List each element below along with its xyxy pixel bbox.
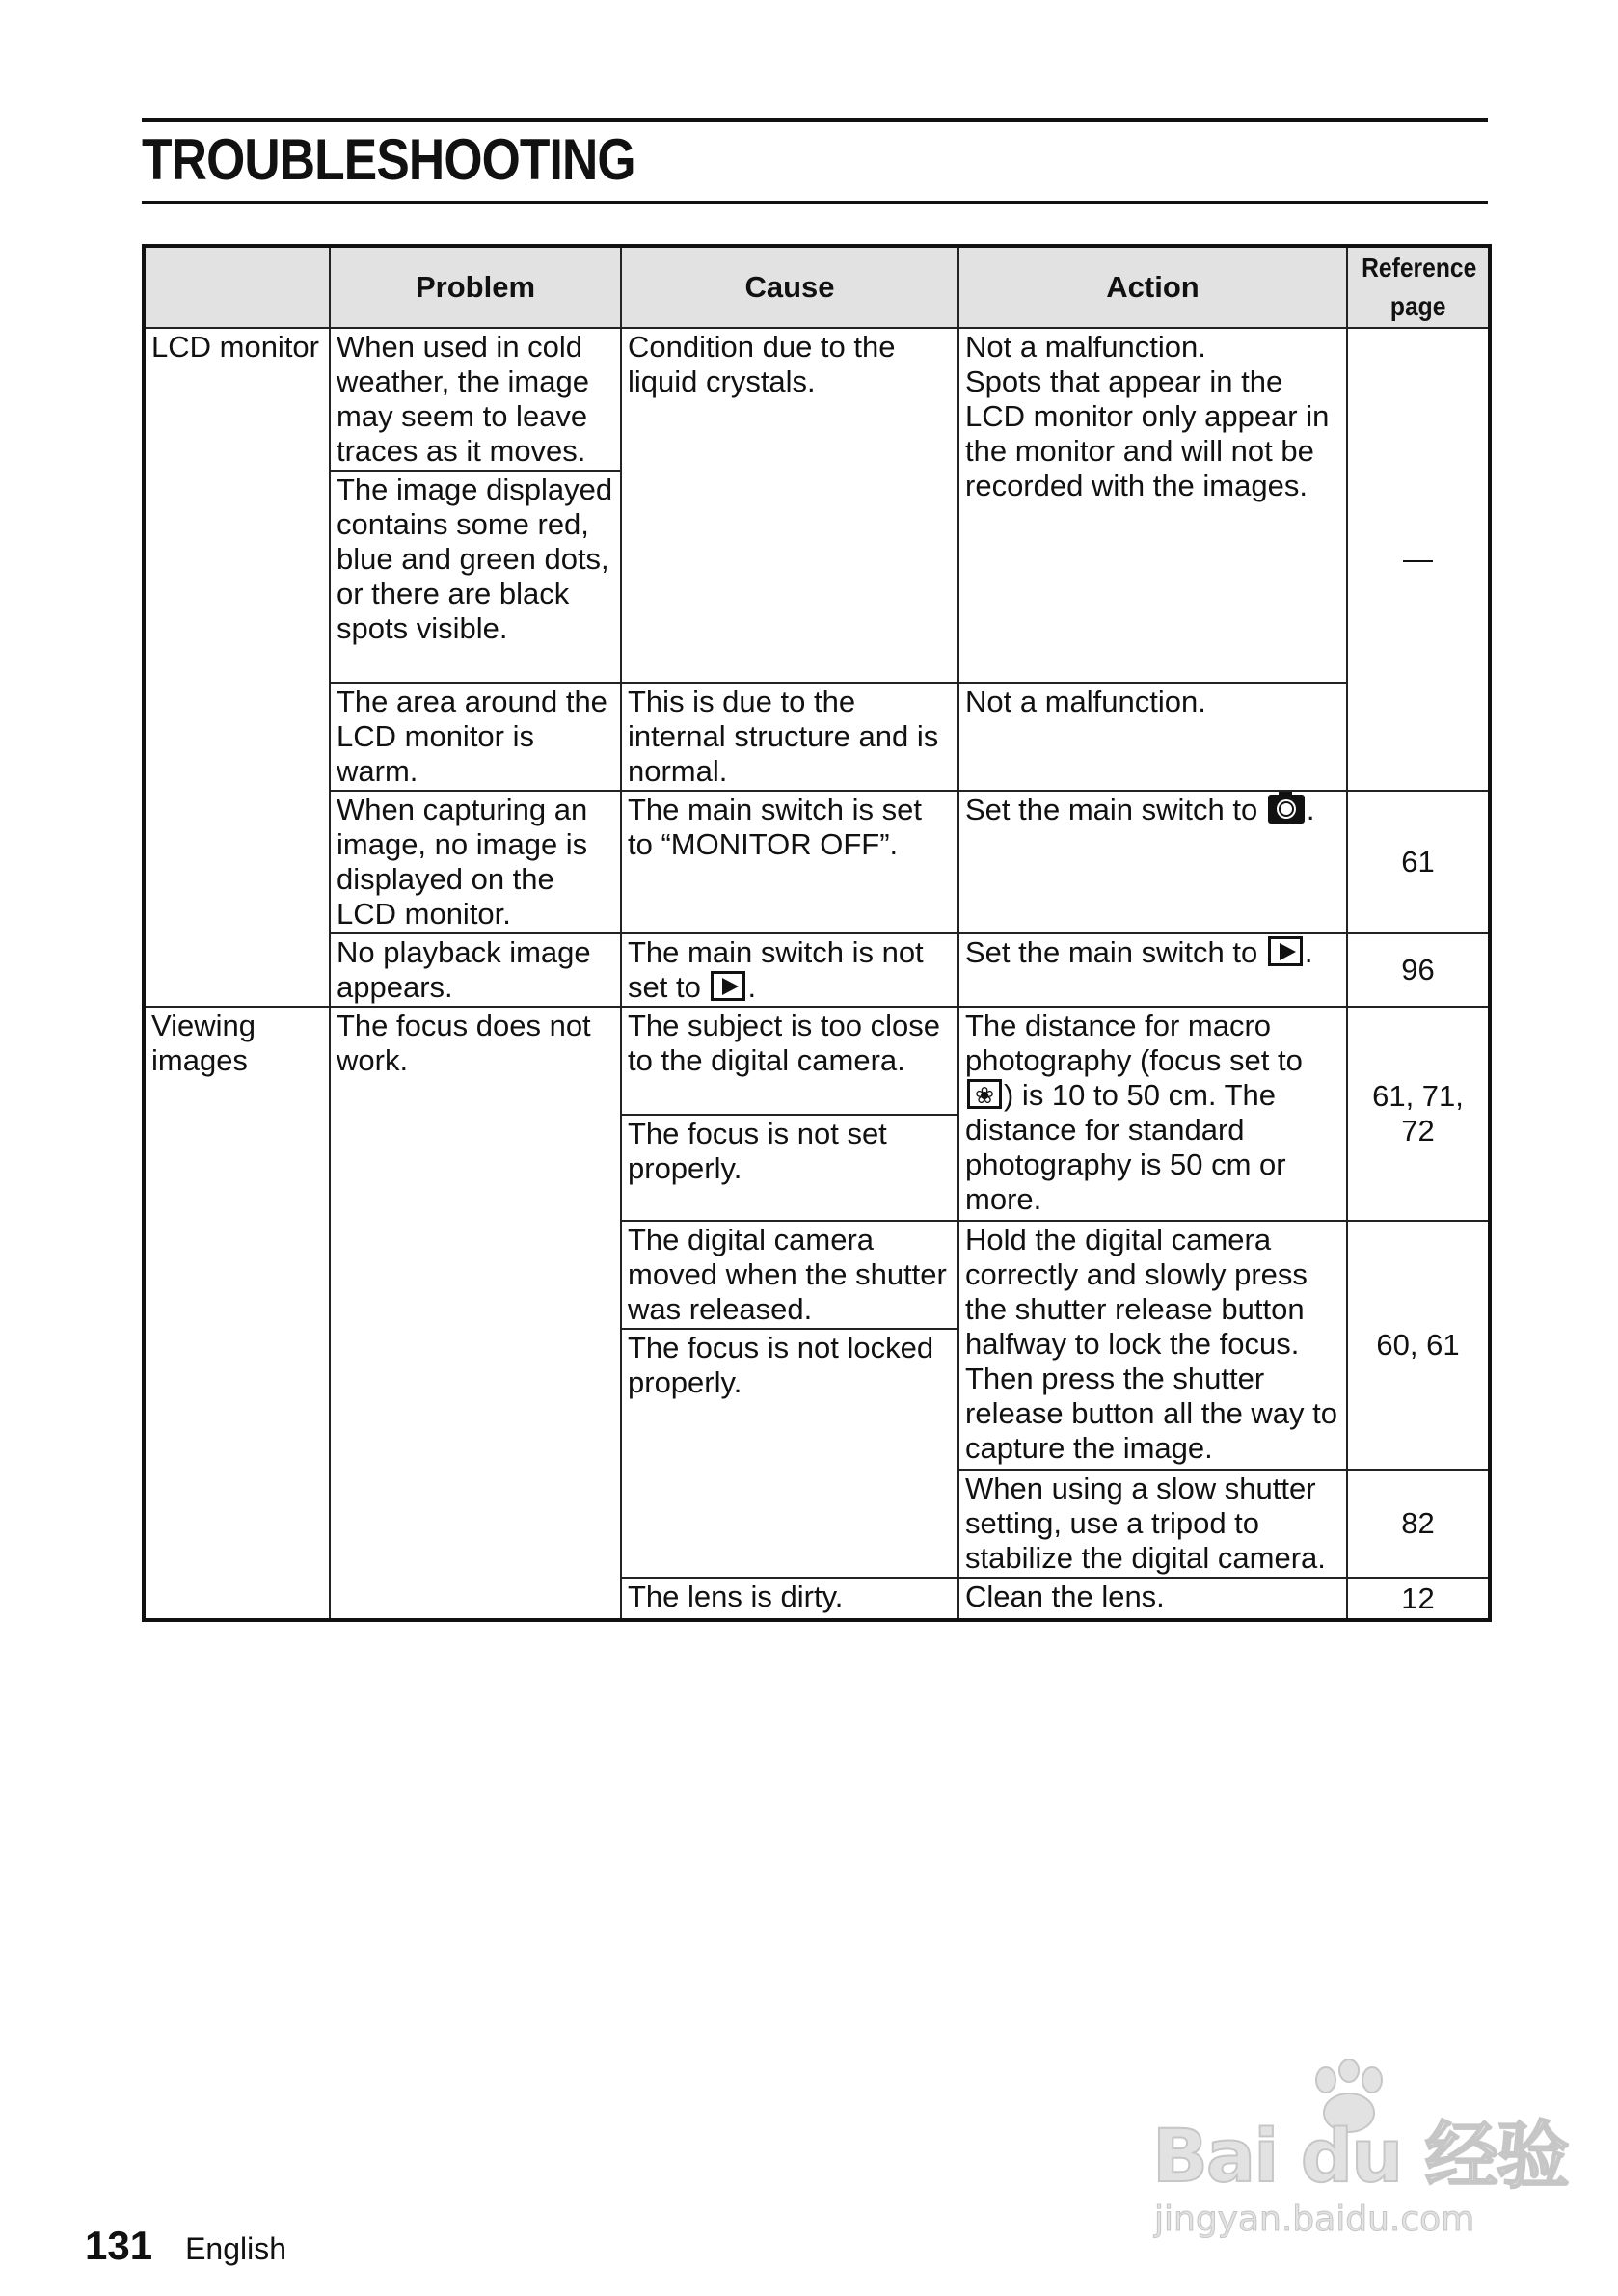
play-icon — [711, 971, 745, 1001]
watermark-url: jingyan.baidu.com — [1154, 2200, 1475, 2239]
problem-cell: The image displayed contains some red, blue and green dots, or there are black spots visible. — [330, 471, 621, 683]
cause-cell: The main switch is set to “MONITOR OFF”. — [621, 791, 958, 933]
action-cell — [958, 328, 1347, 683]
page-footer — [85, 2223, 286, 2269]
macro-flower-icon — [967, 1079, 1002, 1109]
cause-cell: Condition due to the liquid crystals. — [621, 328, 958, 683]
reference-cell: 96 — [1347, 933, 1490, 1007]
watermark-logo: Bai du 经验 — [1152, 2113, 1568, 2199]
cause-cell: The subject is too close to the digital camera. — [621, 1007, 958, 1115]
play-icon — [1268, 936, 1303, 966]
header-category — [144, 246, 330, 328]
action-cell: Hold the digital camera correctly and slowly press the shutter release button halfway to lock the focus. Then press the shutter release button all the way to capture the image. — [958, 1221, 1347, 1470]
camera-icon — [1268, 795, 1305, 824]
cause-cell: The focus is not set properly. — [621, 1115, 958, 1221]
troubleshooting-table — [142, 244, 1492, 1622]
action-cell: Not a malfunction. — [958, 683, 1347, 791]
table-row — [144, 683, 1490, 791]
cause-cell: This is due to the internal structure and is normal. — [621, 683, 958, 791]
table-row — [144, 933, 1490, 1007]
action-line: Not a malfunction. — [965, 330, 1206, 364]
header-cause: Cause — [621, 246, 958, 328]
cause-text: The main switch is not set to — [628, 935, 924, 1004]
reference-cell: 82 — [1347, 1470, 1490, 1578]
reference-cell: 60, 61 — [1347, 1221, 1490, 1470]
cause-cell: The digital camera moved when the shutter was released. — [621, 1221, 958, 1329]
category-lcd-monitor: LCD monitor — [144, 328, 330, 1007]
action-text: Set the main switch to — [965, 793, 1266, 826]
table-header-row — [144, 246, 1490, 328]
action-text-end: . — [1304, 935, 1313, 969]
page-number: 131 — [85, 2223, 153, 2268]
table-row — [144, 791, 1490, 933]
problem-cell: The area around the LCD monitor is warm. — [330, 683, 621, 791]
language-label: English — [185, 2231, 287, 2266]
action-cell — [958, 933, 1347, 1007]
table-row — [144, 328, 1490, 471]
reference-cell: 61 — [1347, 791, 1490, 933]
reference-cell: — — [1347, 328, 1490, 791]
reference-cell: 12 — [1347, 1578, 1490, 1620]
action-text: Set the main switch to — [965, 935, 1266, 969]
problem-cell: No playback image appears. — [330, 933, 621, 1007]
watermark — [1152, 2059, 1568, 2252]
cause-cell: The focus is not locked properly. — [621, 1329, 958, 1578]
action-cell: Clean the lens. — [958, 1578, 1347, 1620]
action-cell: When using a slow shutter setting, use a tripod to stabilize the digital camera. — [958, 1470, 1347, 1578]
reference-cell: 61, 71, 72 — [1347, 1007, 1490, 1221]
title-rule-top — [142, 118, 1488, 122]
table-row — [144, 1007, 1490, 1115]
cause-text-end: . — [747, 970, 757, 1004]
action-text: The distance for macro photography (focus set to — [965, 1009, 1303, 1077]
problem-cell: The focus does not work. — [330, 1007, 621, 1620]
category-viewing-images: Viewing images — [144, 1007, 330, 1620]
action-text-end: ) is 10 to 50 cm. The distance for standard photography is 50 cm or more. — [965, 1078, 1286, 1216]
header-action: Action — [958, 246, 1347, 328]
action-line: Spots that appear in the LCD monitor only appear in the monitor and will not be recorded with the images. — [965, 365, 1330, 502]
header-reference-line1: Reference — [1362, 253, 1477, 283]
action-cell — [958, 791, 1347, 933]
cause-cell — [621, 933, 958, 1007]
header-problem: Problem — [330, 246, 621, 328]
header-reference-line2: page — [1389, 291, 1446, 321]
problem-cell: When capturing an image, no image is displayed on the LCD monitor. — [330, 791, 621, 933]
title-rule-bottom — [142, 201, 1488, 204]
cause-cell: The lens is dirty. — [621, 1578, 958, 1620]
page-title: TROUBLESHOOTING — [142, 127, 635, 192]
action-text-end: . — [1306, 793, 1315, 826]
action-cell — [958, 1007, 1347, 1221]
header-reference-page — [1347, 246, 1490, 328]
problem-cell: When used in cold weather, the image may seem to leave traces as it moves. — [330, 328, 621, 471]
